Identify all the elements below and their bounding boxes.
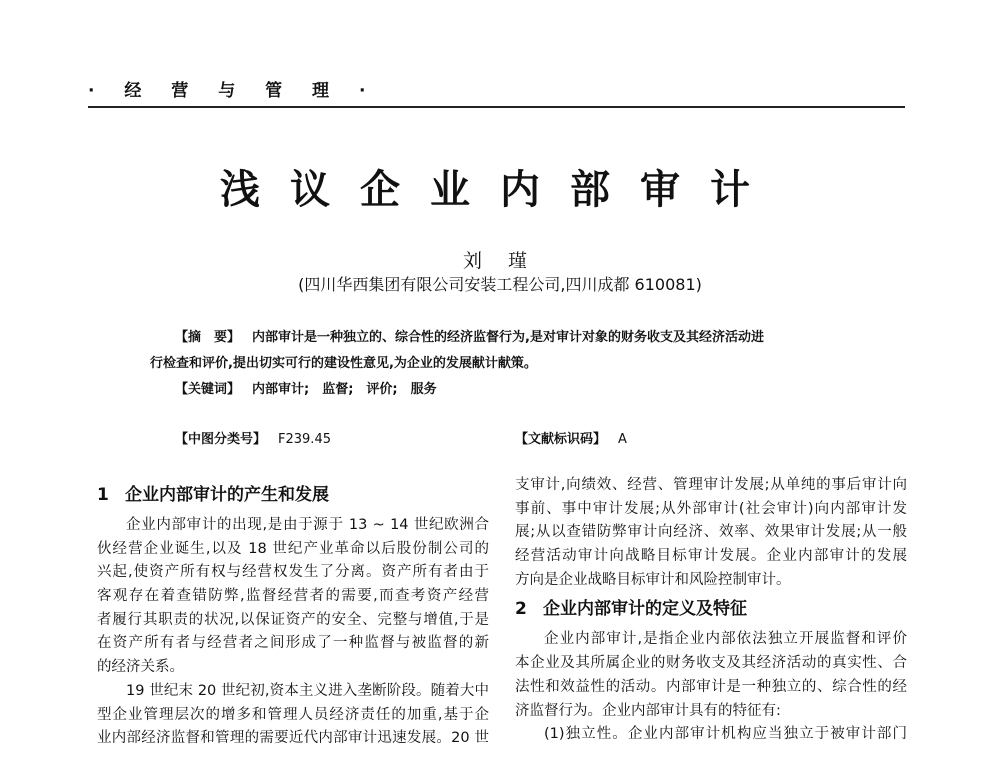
header-rule bbox=[88, 106, 905, 108]
doc-code bbox=[515, 428, 627, 447]
abstract-line-1 bbox=[175, 326, 764, 345]
paragraph-line: 企业内部审计的出现,是由于源于 13 ~ 14 世纪欧洲合 bbox=[126, 517, 489, 533]
paragraph-line: 展;从以查错防弊审计向经济、效率、效果审计发展;从一般 bbox=[515, 524, 907, 541]
paragraph-line: 者履行其职责的状况,以保证资产的安全、完整与增值,于是 bbox=[97, 611, 489, 628]
paragraph-line: 支审计,向绩效、经营、管理审计发展;从单纯的事后审计向 bbox=[515, 477, 907, 493]
paragraph-line: 的经济关系。 bbox=[97, 659, 184, 676]
left-column bbox=[97, 480, 489, 751]
paragraph-line: 兴起,使资产所有权与经营权发生了分离。资产所有者由于 bbox=[97, 564, 489, 581]
paragraph-line: 19 世纪末 20 世纪初,资本主义进入垄断阶段。随着大中 bbox=[126, 682, 489, 699]
classification bbox=[175, 428, 331, 447]
section-number: 2 bbox=[515, 599, 527, 620]
doc-code-value: A bbox=[618, 432, 627, 447]
keywords-label: 【关键词】 bbox=[175, 382, 241, 397]
article-title: 浅议企业内部审计 bbox=[220, 166, 780, 213]
affiliation: (四川华西集团有限公司安装工程公司,四川成都 610081) bbox=[298, 275, 702, 294]
section-title: 企业内部审计的定义及特征 bbox=[543, 599, 747, 620]
abstract-text-1: 内部审计是一种独立的、综合性的经济监督行为,是对审计对象的财务收支及其经济活动进 bbox=[252, 330, 764, 345]
paragraph-line: 型企业管理层次的增多和管理人员经济责任的加重,基于企 bbox=[97, 706, 489, 723]
classification-value: F239.45 bbox=[278, 432, 331, 447]
abstract-text-2: 行检查和评价,提出切实可行的建设性意见,为企业的发展献计献策。 bbox=[150, 356, 537, 371]
paragraph-line: 企业内部审计,是指企业内部依法独立开展监督和评价 bbox=[544, 631, 907, 648]
keywords-text: 内部审计; 监督; 评价; 服务 bbox=[252, 382, 437, 397]
abstract-label: 【摘 要】 bbox=[175, 330, 241, 345]
section-number: 1 bbox=[97, 485, 109, 505]
paragraph-line: 在资产所有者与经营者之间形成了一种监督与被监督的新 bbox=[97, 635, 489, 652]
section-heading-2 bbox=[515, 594, 907, 628]
paragraph-line: 方向是企业战略目标审计和风险控制审计。 bbox=[515, 571, 791, 588]
paragraph-line: 经营活动审计向战略目标审计发展。企业内部审计的发展 bbox=[515, 548, 907, 565]
paragraph-line: 伙经营企业诞生,以及 18 世纪产业革命以后股份制公司的 bbox=[97, 540, 489, 557]
section-heading-1 bbox=[97, 480, 489, 514]
section-title: 企业内部审计的产生和发展 bbox=[125, 485, 329, 505]
classification-label: 【中图分类号】 bbox=[175, 432, 267, 447]
right-column bbox=[515, 474, 907, 747]
author: 刘 瑾 bbox=[462, 250, 538, 272]
paragraph-line: 事前、事中审计发展;从外部审计(社会审计)向内部审计发 bbox=[515, 500, 907, 517]
doc-code-label: 【文献标识码】 bbox=[515, 432, 607, 447]
paragraph-line: 业内部经济监督和管理的需要近代内部审计迅速发展。20 世 bbox=[97, 730, 489, 747]
paragraph-line: 法性和效益性的活动。内部审计是一种独立的、综合性的经 bbox=[515, 678, 907, 695]
journal-section-header: · 经 营 与 管 理 · bbox=[88, 81, 378, 101]
paragraph-line: 济监督行为。企业内部审计具有的特征有: bbox=[515, 702, 781, 719]
paragraph-line: 本企业及其所属企业的财务收支及其经济活动的真实性、合 bbox=[515, 655, 907, 672]
paragraph-line: (1)独立性。企业内部审计机构应当独立于被审计部门 bbox=[544, 726, 907, 743]
paragraph-line: 客观存在着查错防弊,监督经营者的需要,而查考资产经营 bbox=[97, 588, 489, 605]
keywords bbox=[175, 378, 437, 397]
